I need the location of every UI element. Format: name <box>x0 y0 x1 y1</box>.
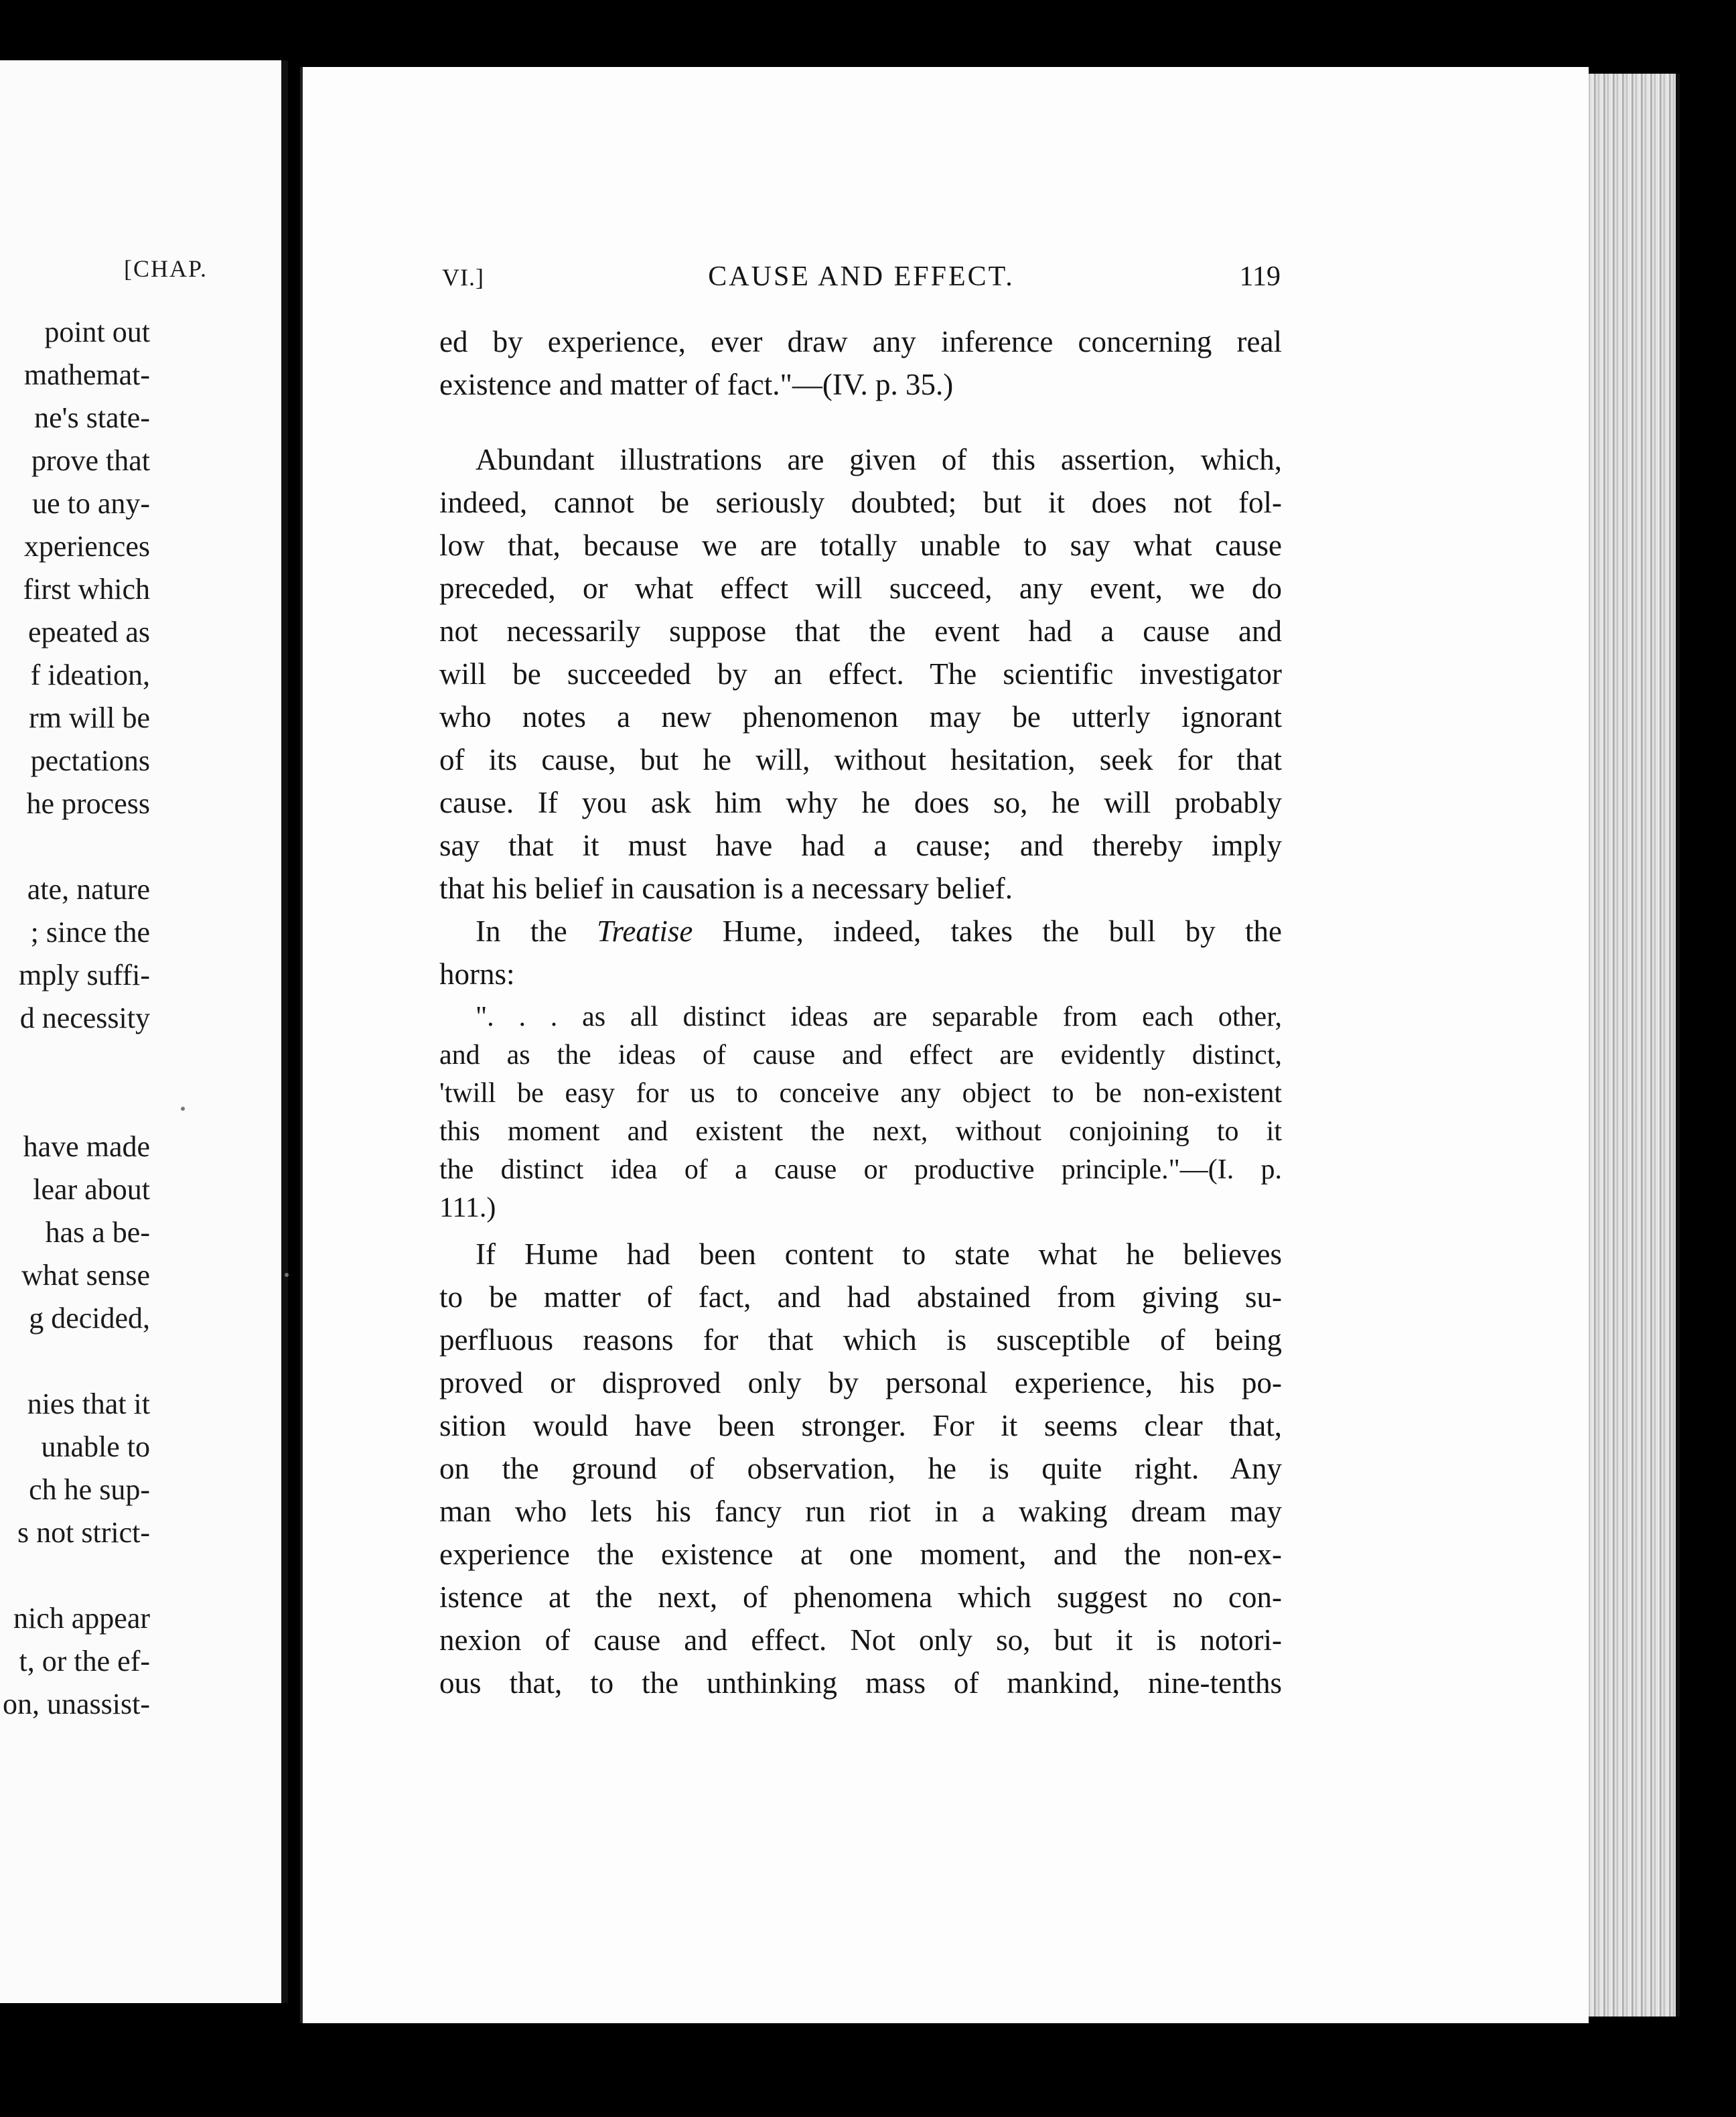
text-line: experience the existence at one moment, and the non-ex- <box>439 1538 1282 1571</box>
left-text-fragment: ; since the <box>30 916 150 949</box>
left-text-fragment: first which <box>23 573 150 606</box>
left-text-fragment: have made <box>23 1130 150 1163</box>
left-text-fragment: rm will be <box>29 701 150 734</box>
left-text-fragment: nies that it <box>27 1387 150 1420</box>
text-line: If Hume had been content to state what he believes <box>476 1237 1282 1271</box>
left-text-fragment: he process <box>26 787 150 820</box>
text-line: of its cause, but he will, without hesitation, seek for that <box>439 743 1282 776</box>
quote-line: 111.) <box>439 1192 496 1223</box>
left-text-fragment: ch he sup- <box>29 1473 150 1506</box>
left-text-fragment: g decided, <box>29 1302 150 1335</box>
text-line: sition would have been stronger. For it seems clear that, <box>439 1409 1282 1442</box>
left-text-fragment: ne's state- <box>34 401 150 434</box>
text-line: existence and matter of fact."—(IV. p. 35.) <box>439 368 954 401</box>
block-quote <box>439 998 1282 1227</box>
text-line: preceded, or what effect will succeed, any event, we do <box>439 571 1282 605</box>
book-title-treatise: Treatise <box>596 914 693 948</box>
text-line: to be matter of fact, and had abstained from giving su- <box>439 1280 1282 1314</box>
left-text-fragment: unable to <box>41 1430 150 1463</box>
text-line: not necessarily suppose that the event had a cause and <box>439 614 1282 648</box>
quote-line: ". . . as all distinct ideas are separable from each other, <box>476 1002 1282 1032</box>
text-line: say that it must have had a cause; and thereby imply <box>439 829 1282 862</box>
text-line: cause. If you ask him why he does so, he will probably <box>439 786 1282 819</box>
left-running-head: [CHAP. <box>123 255 208 282</box>
right-page <box>300 67 1589 2023</box>
body-text <box>439 320 1282 1704</box>
text-line: perfluous reasons for that which is susceptible of being <box>439 1323 1282 1357</box>
chapter-marker: VI.] <box>442 264 484 291</box>
text-run: Hume, indeed, takes the bull by the <box>693 914 1282 948</box>
left-text-fragment: has a be- <box>45 1216 150 1249</box>
quote-line: 'twill be easy for us to conceive any object to be non-existent <box>439 1078 1282 1109</box>
left-text-fragment: prove that <box>31 444 150 477</box>
left-text-fragment: on, unassist- <box>3 1688 150 1720</box>
text-line: will be succeeded by an effect. The scientific investigator <box>439 657 1282 691</box>
paragraph-continuation <box>439 320 1282 406</box>
quote-line: this moment and existent the next, without conjoining to it <box>439 1116 1282 1147</box>
text-line: ous that, to the unthinking mass of mankind, nine-tenths <box>439 1666 1282 1700</box>
quote-line: and as the ideas of cause and effect are evidently distinct, <box>439 1040 1282 1071</box>
text-line: on the ground of observation, he is quite right. Any <box>439 1452 1282 1485</box>
left-text-fragment: nich appear <box>13 1602 150 1635</box>
running-title: CAUSE AND EFFECT. <box>708 261 1015 292</box>
text-line <box>439 910 1282 953</box>
text-line: horns: <box>439 957 515 991</box>
text-run: In the <box>476 914 597 948</box>
left-text-fragment: ate, nature <box>27 873 150 906</box>
paragraph-hume <box>439 1233 1282 1704</box>
left-text-fragment: d necessity <box>19 1002 150 1034</box>
left-text-fragment: ue to any- <box>32 487 150 520</box>
text-line: istence at the next, of phenomena which suggest no con- <box>439 1580 1282 1614</box>
text-line: proved or disproved only by personal experience, his po- <box>439 1366 1282 1399</box>
text-line: man who lets his fancy run riot in a waking dream may <box>439 1495 1282 1528</box>
left-text-fragment: f ideation, <box>30 659 150 691</box>
paragraph-treatise <box>439 910 1282 996</box>
left-text-fragment: point out <box>44 316 150 348</box>
dust-speck <box>285 1273 289 1277</box>
text-line: indeed, cannot be seriously doubted; but it does not fol- <box>439 486 1282 519</box>
text-line: ed by experience, ever draw any inference concerning real <box>439 325 1282 358</box>
left-text-fragment: what sense <box>21 1259 150 1292</box>
left-text-fragment: xperiences <box>23 530 150 563</box>
left-page <box>0 60 288 2003</box>
left-text-fragment: s not strict- <box>17 1516 150 1549</box>
page-number: 119 <box>1239 261 1281 292</box>
left-text-fragment: mply suffi- <box>19 959 150 992</box>
quote-line: the distinct idea of a cause or productive principle."—(I. p. <box>439 1154 1282 1185</box>
text-line: who notes a new phenomenon may be utterly ignorant <box>439 700 1282 734</box>
left-text-fragment: pectations <box>30 744 150 777</box>
paragraph-abundant <box>439 438 1282 910</box>
dust-speck <box>181 1107 185 1111</box>
left-text-fragment: lear about <box>33 1173 150 1206</box>
text-line: that his belief in causation is a necessary belief. <box>439 872 1013 905</box>
text-line: Abundant illustrations are given of this assertion, which, <box>476 443 1282 476</box>
left-text-fragment: mathemat- <box>23 358 150 391</box>
running-head <box>442 258 1281 298</box>
text-line: nexion of cause and effect. Not only so, but it is notori- <box>439 1623 1282 1657</box>
page-edges <box>1582 74 1680 2017</box>
text-line: low that, because we are totally unable to say what cause <box>439 529 1282 562</box>
left-text-fragment: epeated as <box>28 616 150 648</box>
left-text-fragment: t, or the ef- <box>19 1645 150 1678</box>
